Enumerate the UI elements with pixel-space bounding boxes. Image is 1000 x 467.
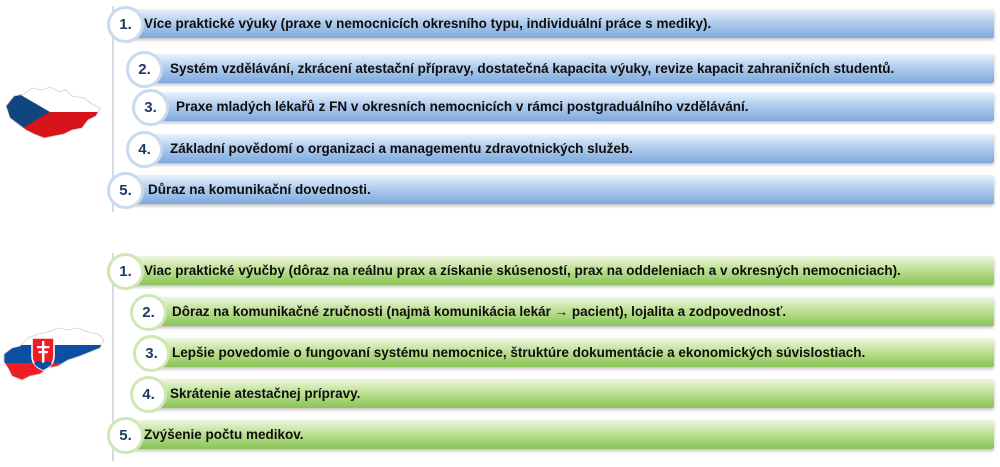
slovak-item-4-bar [142,379,994,408]
slovak-item-1-bar [118,256,994,285]
czech-item-1-number: 1. [107,6,144,43]
czech-item-4-number: 4. [126,131,163,168]
slovak-map-flag-icon [2,326,106,382]
czech-item-3-text: Praxe mladých lékařů z FN v okresních nemocnicích v rámci postgraduálního vzdělávání. [176,99,749,114]
slovak-item-5-bar [118,420,994,449]
czech-item-4-text: Základní povědomí o organizaci a managementu zdravotnických služeb. [170,141,633,156]
czech-item-2-number: 2. [126,51,163,88]
czech-item-1-text: Více praktické výuky (praxe v nemocnicích okresního typu, individuální práce s mediky). [144,16,712,31]
slovak-item-2-text: Dôraz na komunikačné zručnosti (najmä komunikácia lekár → pacient), lojalita a zodpovednosť. [172,304,787,319]
czech-item-5-bar [118,175,994,204]
czech-item-4-bar [138,134,994,163]
slovak-item-2-number: 2. [130,294,167,331]
slovak-item-1-text: Viac praktické výučby (dôraz na reálnu prax a získanie skúseností, prax na oddeleniach a v okresných nemocniciach). [144,263,901,278]
czech-item-2-bar [138,54,994,83]
slovak-item-2-bar [142,297,994,326]
czech-map-flag-icon [2,84,102,140]
czech-item-3-bar [142,92,994,121]
czech-item-3-number: 3. [132,89,169,126]
slovak-item-5-number: 5. [107,417,144,454]
slovak-item-4-text: Skrátenie atestačnej prípravy. [170,386,361,401]
slovak-item-1-number: 1. [107,253,144,290]
czech-item-5-text: Důraz na komunikační dovednosti. [148,182,371,197]
slovak-item-3-bar [142,338,994,367]
czech-item-2-text: Systém vzdělávání, zkrácení atestační přípravy, dostatečná kapacita výuky, revize kapacit zahraničních studentů. [170,61,895,76]
slovak-item-3-number: 3. [133,335,170,372]
slovak-item-3-text: Lepšie povedomie o fungovaní systému nemocnice, štruktúre dokumentácie a ekonomických súvislostiach. [172,345,866,360]
slovak-item-4-number: 4. [130,376,167,413]
czech-item-1-bar [118,9,994,38]
czech-item-5-number: 5. [107,172,144,209]
slovak-item-5-text: Zvýšenie počtu medikov. [144,427,304,442]
